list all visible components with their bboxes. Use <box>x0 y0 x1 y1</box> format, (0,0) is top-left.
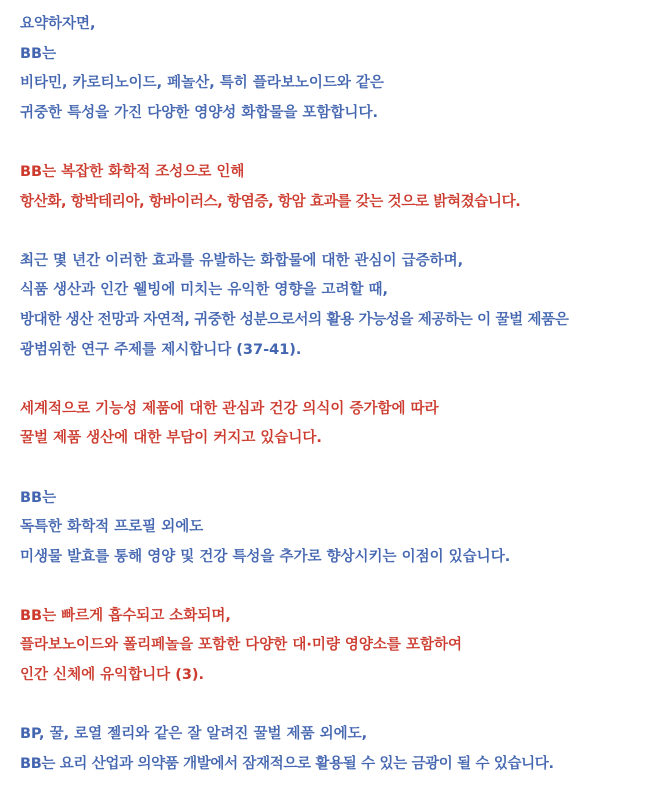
text-line: 항산화, 항박테리아, 항바이러스, 항염증, 항암 효과를 갖는 것으로 밝혀졌습니다. <box>20 193 521 210</box>
paragraph-effects <box>20 158 666 217</box>
text-line: 최근 몇 년간 이러한 효과를 유발하는 화합물에 대한 관심이 급증하며, <box>20 252 464 269</box>
text-line: 꿀벌 제품 생산에 대한 부담이 커지고 있습니다. <box>20 430 322 447</box>
paragraph-spacer <box>20 572 666 602</box>
text-line: 방대한 생산 전망과 자연적, 귀중한 성분으로서의 활용 가능성을 제공하는 이 꿀벌 제품은 <box>20 311 569 328</box>
text-line: 귀중한 특성을 가진 다양한 영양성 화합물을 포함합니다. <box>20 104 378 121</box>
text-line: BB는 빠르게 흡수되고 소화되며, <box>20 607 231 624</box>
paragraph-spacer <box>20 691 666 721</box>
paragraph-nutrients <box>20 602 666 691</box>
paragraph-demand <box>20 395 666 454</box>
paragraph-potential <box>20 720 666 779</box>
text-line: BB는 <box>20 45 57 62</box>
text-line: 광범위한 연구 주제를 제시합니다 (37-41). <box>20 341 302 358</box>
text-line: 세계적으로 기능성 제품에 대한 관심과 건강 의식이 증가함에 따라 <box>20 400 439 417</box>
text-line: BB는 <box>20 489 57 506</box>
text-line: 요약하자면, <box>20 16 96 32</box>
text-line: 식품 생산과 인간 웰빙에 미치는 유익한 영향을 고려할 때, <box>20 282 389 299</box>
text-line: BB는 복잡한 화학적 조성으로 인해 <box>20 163 245 180</box>
paragraph-spacer <box>20 454 666 484</box>
text-line: BP, 꿀, 로열 젤리와 같은 잘 알려진 꿀벌 제품 외에도, <box>20 726 368 743</box>
paragraph-spacer <box>20 128 666 158</box>
paragraph-summary <box>20 10 666 128</box>
text-line: 미생물 발효를 통해 영양 및 건강 특성을 추가로 향상시키는 이점이 있습니다. <box>20 548 511 565</box>
paragraph-spacer <box>20 365 666 395</box>
text-line: 인간 신체에 유익합니다 (3). <box>20 667 205 684</box>
text-line: 비타민, 카로티노이드, 페놀산, 특히 플라보노이드와 같은 <box>20 75 384 92</box>
text-line: BB는 요리 산업과 의약품 개발에서 잠재적으로 활용될 수 있는 금광이 될 수 있습니다. <box>20 755 554 772</box>
paragraph-research <box>20 247 666 365</box>
text-line: 플라보노이드와 폴리페놀을 포함한 다양한 대·미량 영양소를 포함하여 <box>20 637 462 654</box>
paragraph-spacer <box>20 217 666 247</box>
text-line: 독특한 화학적 프로필 외에도 <box>20 519 204 536</box>
document-body <box>20 10 666 779</box>
paragraph-fermentation <box>20 484 666 573</box>
